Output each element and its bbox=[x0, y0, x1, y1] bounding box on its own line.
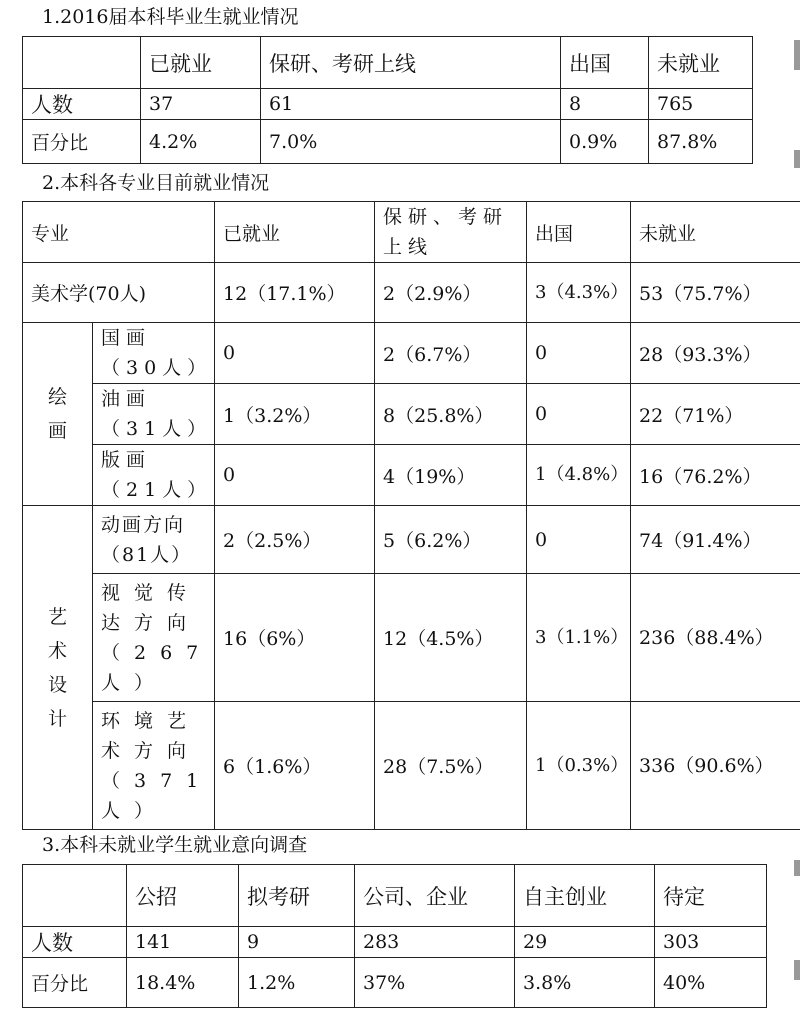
cell: 1（4.8%） bbox=[527, 445, 631, 506]
cell: 141 bbox=[127, 927, 239, 958]
major-name: 视觉传达方向（267人） bbox=[93, 574, 215, 702]
cell: 765 bbox=[649, 89, 753, 120]
table-row bbox=[23, 574, 800, 702]
header-cell: 待定 bbox=[655, 865, 767, 927]
major-name: 环境艺术方向（371人） bbox=[93, 702, 215, 830]
cell: 28（93.3%） bbox=[631, 323, 800, 384]
major-employment-table bbox=[22, 201, 800, 830]
header-cell: 保研、考研上线 bbox=[261, 37, 561, 89]
intention-survey-table bbox=[22, 864, 767, 1008]
table-header-row bbox=[23, 37, 753, 89]
cell: 12（4.5%） bbox=[375, 574, 527, 702]
group-char: 计 bbox=[47, 707, 67, 730]
table-row bbox=[23, 120, 753, 164]
cell: 1（0.3%） bbox=[527, 702, 631, 830]
group-char: 画 bbox=[47, 420, 67, 442]
cell: 9 bbox=[239, 927, 355, 958]
cell: 0 bbox=[527, 384, 631, 445]
cell: 0 bbox=[527, 506, 631, 574]
cell: 2（2.5%） bbox=[215, 506, 375, 574]
header-cell bbox=[23, 865, 127, 927]
header-cell: 已就业 bbox=[141, 37, 261, 89]
header-cell: 出国 bbox=[561, 37, 649, 89]
cell: 28（7.5%） bbox=[375, 702, 527, 830]
cell: 3（1.1%） bbox=[527, 574, 631, 702]
cell: 1（3.2%） bbox=[215, 384, 375, 445]
header-major: 专业 bbox=[23, 202, 215, 263]
cell: 7.0% bbox=[261, 120, 561, 164]
table-row bbox=[23, 702, 800, 830]
cell: 6（1.6%） bbox=[215, 702, 375, 830]
cell: 74（91.4%） bbox=[631, 506, 800, 574]
table-header-row bbox=[23, 202, 800, 263]
cell: 0 bbox=[215, 445, 375, 506]
table-row bbox=[23, 323, 800, 384]
cell: 3.8% bbox=[515, 958, 655, 1008]
group-painting bbox=[23, 323, 93, 506]
cell: 8 bbox=[561, 89, 649, 120]
header-unemployed: 未就业 bbox=[631, 202, 800, 263]
row-label: 人数 bbox=[23, 927, 127, 958]
cell: 1.2% bbox=[239, 958, 355, 1008]
edge-mark bbox=[794, 860, 800, 876]
group-char: 艺 bbox=[47, 605, 67, 628]
cell: 87.8% bbox=[649, 120, 753, 164]
cell: 0 bbox=[527, 323, 631, 384]
major-name: 美术学(70人) bbox=[23, 263, 215, 323]
cell: 18.4% bbox=[127, 958, 239, 1008]
row-label: 百分比 bbox=[23, 958, 127, 1008]
table-row bbox=[23, 89, 753, 120]
header-abroad: 出国 bbox=[527, 202, 631, 263]
cell: 37 bbox=[141, 89, 261, 120]
table-header-row bbox=[23, 865, 767, 927]
table-row bbox=[23, 506, 800, 574]
header-cell: 公招 bbox=[127, 865, 239, 927]
table-row bbox=[23, 958, 767, 1008]
cell: 16（76.2%） bbox=[631, 445, 800, 506]
header-cell: 未就业 bbox=[649, 37, 753, 89]
header-cell: 拟考研 bbox=[239, 865, 355, 927]
table-row bbox=[23, 384, 800, 445]
group-char: 绘 bbox=[47, 386, 67, 408]
cell: 3（4.3%） bbox=[527, 263, 631, 323]
header-cell bbox=[23, 37, 141, 89]
group-char: 设 bbox=[47, 673, 67, 696]
table-row bbox=[23, 263, 800, 323]
cell: 40% bbox=[655, 958, 767, 1008]
group-design bbox=[23, 506, 93, 830]
cell: 236（88.4%） bbox=[631, 574, 800, 702]
header-employed: 已就业 bbox=[215, 202, 375, 263]
major-name: 版画（21人） bbox=[93, 445, 215, 506]
cell: 5（6.2%） bbox=[375, 506, 527, 574]
cell: 0 bbox=[215, 323, 375, 384]
group-char: 术 bbox=[47, 639, 67, 662]
edge-mark bbox=[794, 40, 800, 70]
cell: 336（90.6%） bbox=[631, 702, 800, 830]
major-name: 油画（31人） bbox=[93, 384, 215, 445]
header-cell: 自主创业 bbox=[515, 865, 655, 927]
header-cell: 公司、企业 bbox=[355, 865, 515, 927]
cell: 2（2.9%） bbox=[375, 263, 527, 323]
major-name: 动画方向（81人） bbox=[93, 506, 215, 574]
major-name: 国画（30人） bbox=[93, 323, 215, 384]
header-grad: 保研、考研上线 bbox=[375, 202, 527, 263]
cell: 37% bbox=[355, 958, 515, 1008]
cell: 29 bbox=[515, 927, 655, 958]
cell: 8（25.8%） bbox=[375, 384, 527, 445]
cell: 2（6.7%） bbox=[375, 323, 527, 384]
cell: 0.9% bbox=[561, 120, 649, 164]
edge-mark bbox=[794, 150, 800, 168]
cell: 22（71%） bbox=[631, 384, 800, 445]
edge-mark bbox=[794, 960, 800, 980]
graduate-employment-table bbox=[22, 36, 753, 164]
section-2-title: 2.本科各专业目前就业情况 bbox=[42, 172, 270, 194]
row-label: 百分比 bbox=[23, 120, 141, 164]
table-row bbox=[23, 445, 800, 506]
cell: 16（6%） bbox=[215, 574, 375, 702]
section-1-title: 1.2016届本科毕业生就业情况 bbox=[42, 6, 299, 28]
cell: 53（75.7%） bbox=[631, 263, 800, 323]
cell: 303 bbox=[655, 927, 767, 958]
cell: 12（17.1%） bbox=[215, 263, 375, 323]
section-3-title: 3.本科未就业学生就业意向调查 bbox=[42, 834, 308, 856]
cell: 4.2% bbox=[141, 120, 261, 164]
cell: 61 bbox=[261, 89, 561, 120]
table-row bbox=[23, 927, 767, 958]
cell: 283 bbox=[355, 927, 515, 958]
cell: 4（19%） bbox=[375, 445, 527, 506]
row-label: 人数 bbox=[23, 89, 141, 120]
